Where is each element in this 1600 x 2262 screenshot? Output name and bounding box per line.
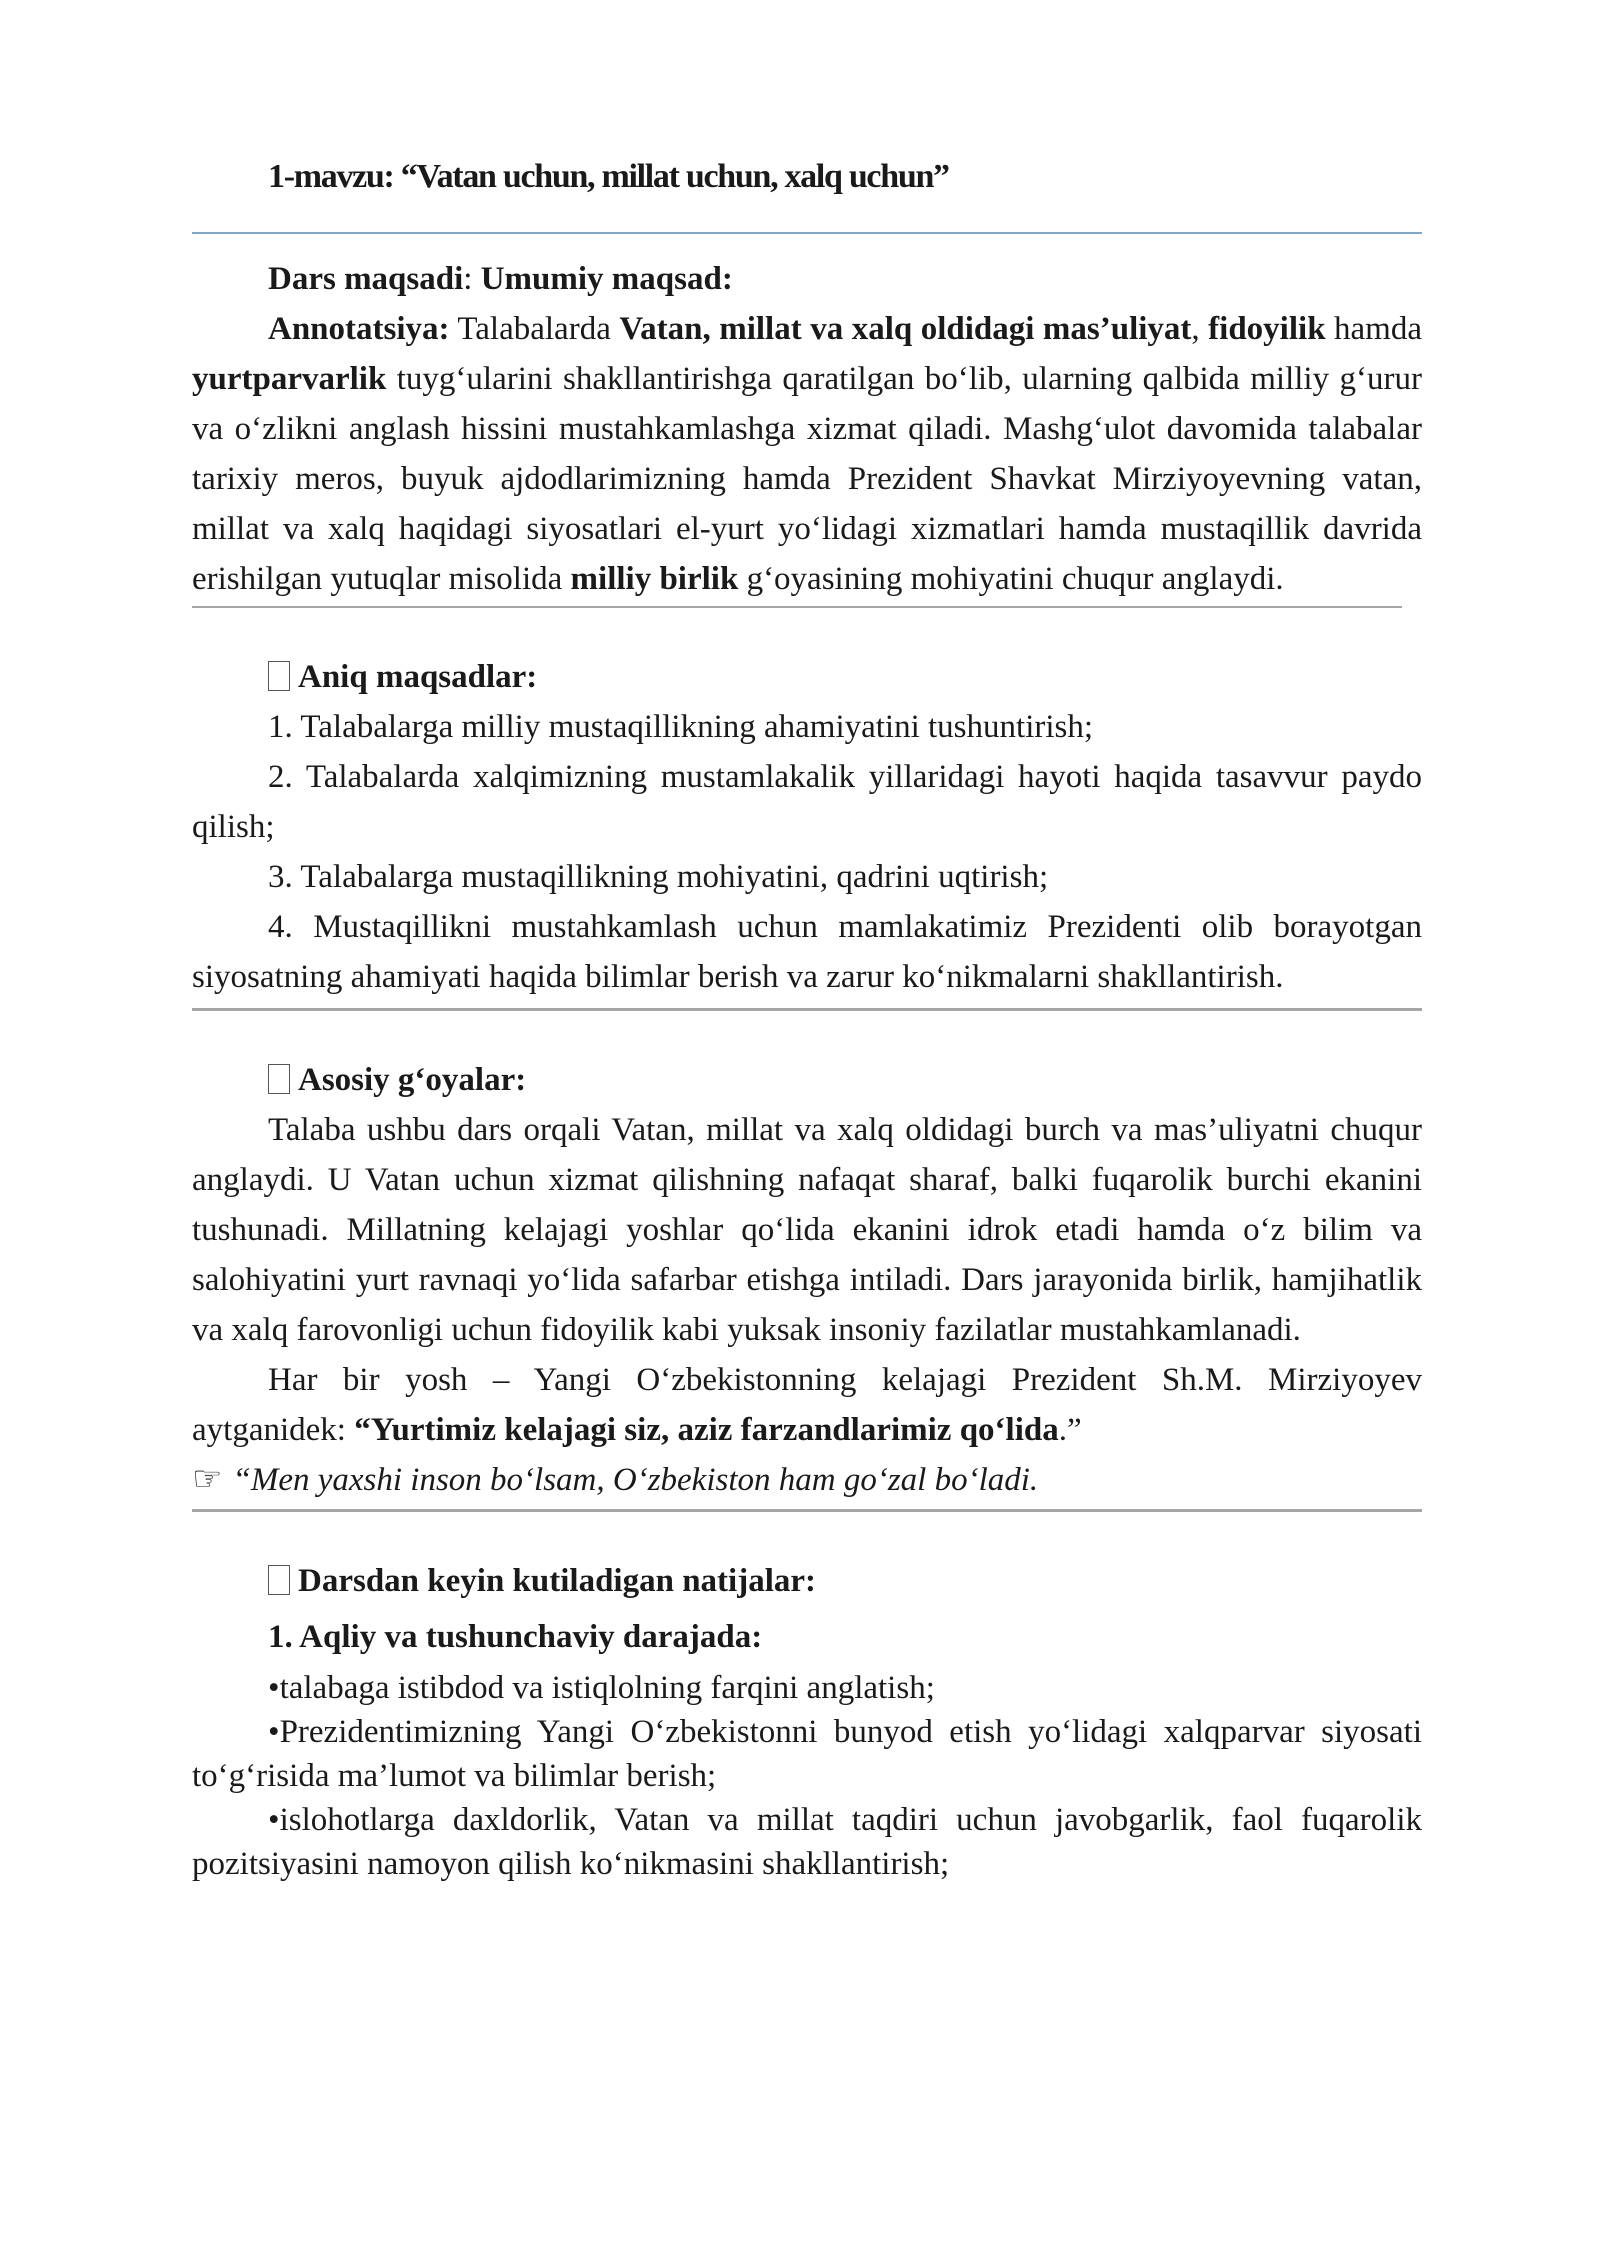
italic-quote-text: “Men yaxshi inson bo‘lsam, O‘zbekiston ham go‘zal bo‘ladi. <box>232 1462 1039 1498</box>
goal-label: Dars maqsadi <box>268 261 464 297</box>
ideas-divider <box>192 1509 1422 1512</box>
bullet-icon: • <box>268 1670 280 1706</box>
president-quote <box>192 1355 1422 1455</box>
bullet-icon: • <box>268 1802 280 1838</box>
result-item-text: islohotlarga daxldorlik, Vatan va millat taqdiri uchun javobgarlik, faol fuqarolik pozitsiyasini namoyon qilish ko‘nikmasini shakllantirish; <box>192 1802 1422 1882</box>
ideas-paragraph: Talaba ushbu dars orqali Vatan, millat va xalq oldidagi burch va mas’uliyatni chuqur anglaydi. U Vatan uchun xizmat qilishning nafaqat sharaf, balki fuqarolik burchi ekanini tushunadi. Millatning kelajagi yoshlar qo‘lida ekanini idrok etadi hamda o‘z bilim va salohiyatini yurt ravnaqi yo‘lida safarbar etishga intiladi. Dars jarayonida birlik, hamjihatlik va xalq farovonligi uchun fidoyilik kabi yuksak insoniy fazilatlar mustahkamlanadi. <box>192 1112 1422 1348</box>
annotation-bold: yurtparvarlik <box>192 361 387 397</box>
quote-bold: “Yurtimiz kelajagi siz, aziz farzandlarimiz qo‘lida <box>354 1412 1059 1448</box>
lesson-goal <box>192 254 1422 304</box>
result-item <box>192 1710 1422 1798</box>
result-item <box>192 1666 1422 1710</box>
result-item <box>192 1798 1422 1886</box>
checkbox-glyph-icon <box>268 1565 290 1595</box>
title-divider <box>192 232 1422 234</box>
aim-item: 3. Talabalarga mustaqillikning mohiyatini, qadrini uqtirish; <box>268 859 1049 895</box>
annotation-bold: fidoyilik <box>1208 311 1326 347</box>
document-content <box>192 150 1422 1886</box>
aims-heading <box>192 652 1422 702</box>
annotation-text: , <box>1191 311 1209 347</box>
results-heading-text: Darsdan keyin kutiladigan natijalar: <box>298 1563 817 1599</box>
results-subheading: 1. Aqliy va tushunchaviy darajada: <box>268 1619 763 1655</box>
annotation-bold: milliy birlik <box>570 561 739 597</box>
annotation-text: g‘oyasining mohiyatini chuqur anglaydi. <box>738 561 1284 597</box>
annotation-paragraph <box>192 304 1422 604</box>
quote-end: .” <box>1058 1412 1082 1448</box>
annotation-text: hamda <box>1325 311 1423 347</box>
italic-quote <box>192 1455 1422 1505</box>
goal-value: Umumiy maqsad: <box>480 261 733 297</box>
ideas-heading <box>192 1055 1422 1105</box>
result-item-text: talabaga istibdod va istiqlolning farqini anglatish; <box>279 1670 935 1706</box>
annotation-label: Annotatsiya: <box>268 311 450 347</box>
annotation-text: tuyg‘ularini shakllantirishga qaratilgan bo‘lib, ularning qalbida milliy g‘urur va o‘zlikni anglash hissini mustahkamlashga xizmat qiladi. Mashg‘ulot davomida talabalar tarixiy meros, buyuk ajdodlarimizning hamda Prezident Shavkat Mirziyoyevning vatan, millat va xalq haqidagi siyosatlari el-yurt yo‘lidagi xizmatlari hamda mustaqillik davrida erishilgan yutuqlar misolida <box>192 361 1422 597</box>
aims-divider <box>192 1008 1422 1011</box>
ideas-heading-text: Asosiy g‘oyalar: <box>298 1062 527 1098</box>
aim-item: 1. Talabalarga milliy mustaqillikning ahamiyatini tushuntirish; <box>268 709 1094 745</box>
aim-item: 4. Mustaqillikni mustahkamlash uchun mamlakatimiz Prezidenti olib borayotgan siyosatning ahamiyati haqida bilimlar berish va zarur ko‘nikmalarni shakllantirish. <box>192 909 1422 995</box>
aim-item: 2. Talabalarda xalqimizning mustamlakalik yillaridagi hayoti haqida tasavvur paydo qilish; <box>192 759 1422 845</box>
bullet-icon: • <box>268 1714 280 1750</box>
annotation-divider <box>192 606 1402 608</box>
topic-title: 1-mavzu: “Vatan uchun, millat uchun, xalq uchun” <box>268 158 949 195</box>
results-heading <box>192 1556 1422 1606</box>
annotation-bold: Vatan, millat va xalq oldidagi mas’uliyat <box>619 311 1192 347</box>
annotation-text: Talabalarda <box>449 311 620 347</box>
result-item-text: Prezidentimizning Yangi O‘zbekistonni bunyod etish yo‘lidagi xalqparvar siyosati to‘g‘risida ma’lumot va bilimlar berish; <box>192 1714 1422 1794</box>
aims-heading-text: Aniq maqsadlar: <box>298 659 538 695</box>
checkbox-glyph-icon <box>268 1064 290 1094</box>
quote-intro: Har bir yosh – Yangi O‘zbekistonning kelajagi Prezident Sh.M. Mirziyoyev aytganidek: <box>192 1362 1422 1448</box>
goal-colon: : <box>463 261 481 297</box>
checkbox-glyph-icon <box>268 661 290 691</box>
pointing-hand-icon: ☞ <box>192 1461 223 1498</box>
